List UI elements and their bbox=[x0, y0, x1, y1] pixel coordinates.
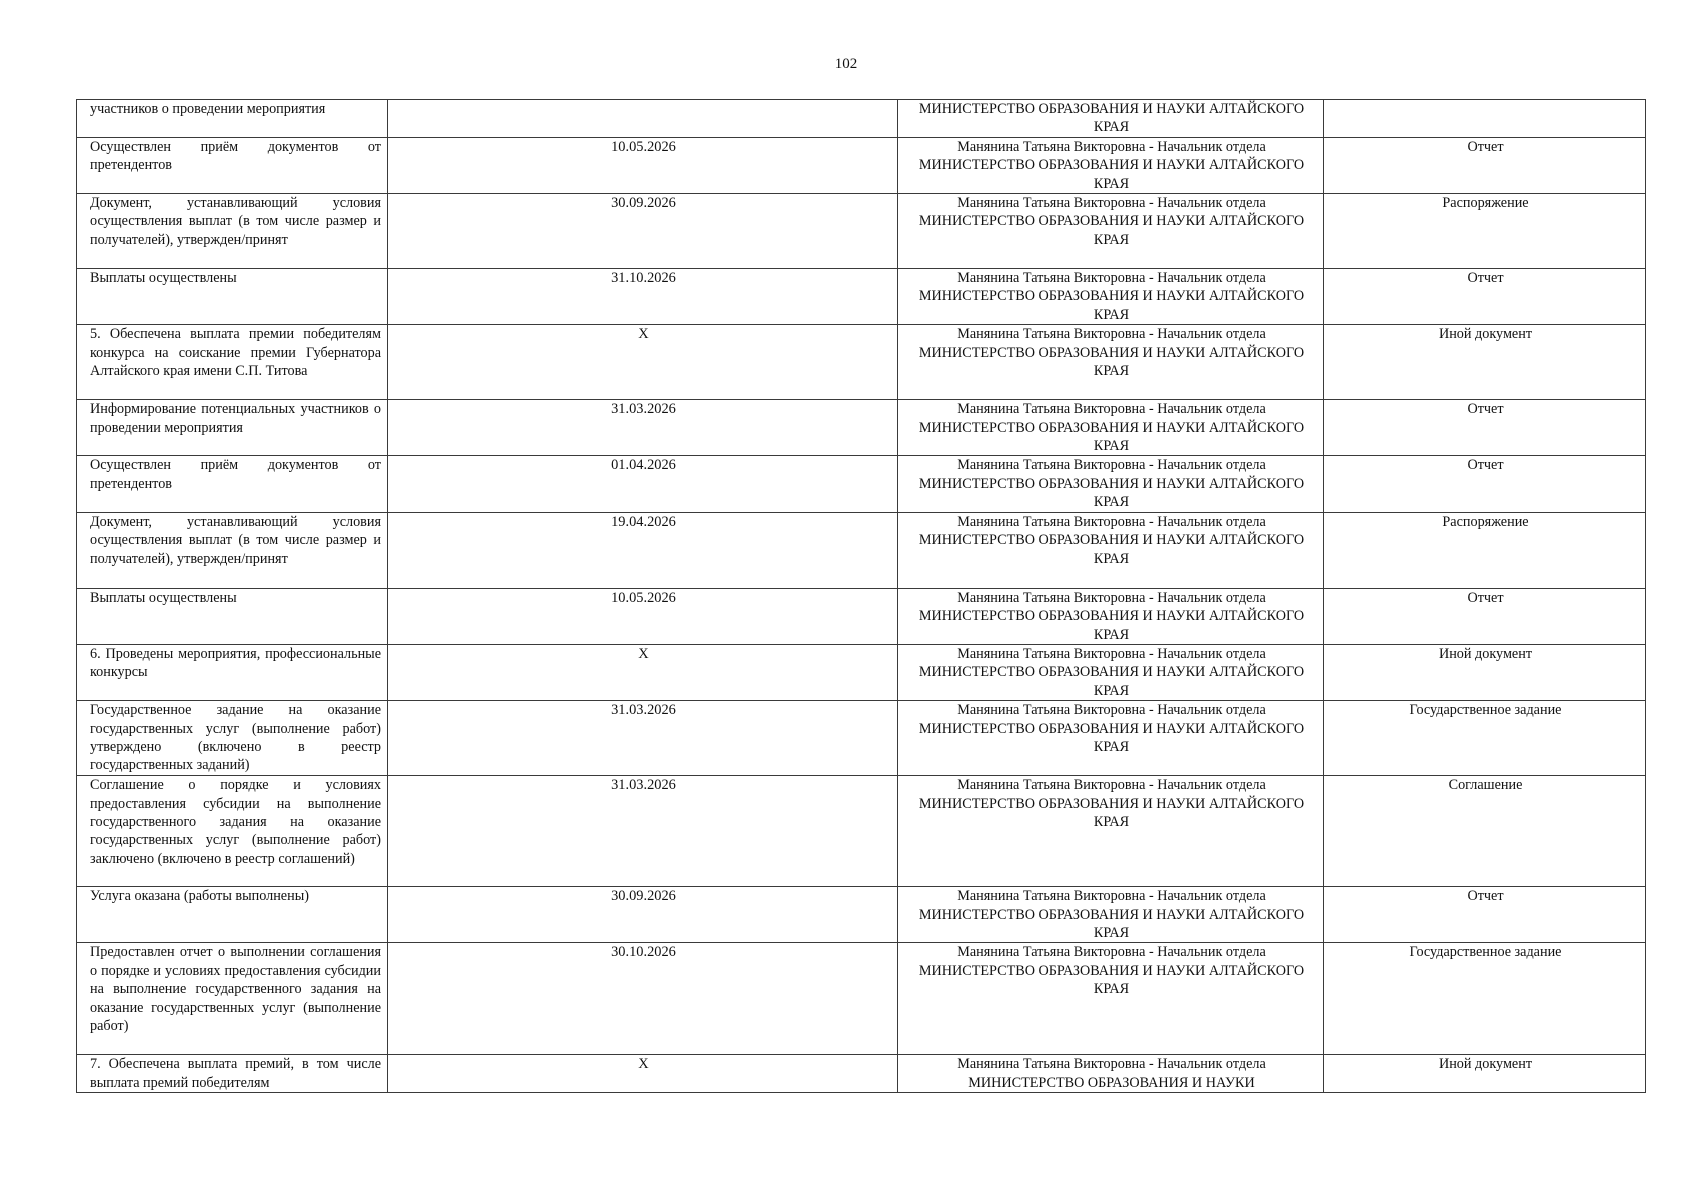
table-row bbox=[77, 137, 1646, 193]
document-type-cell: Иной документ bbox=[1324, 325, 1646, 400]
date-cell: 10.05.2026 bbox=[388, 137, 898, 193]
document-type-cell: Государственное задание bbox=[1324, 943, 1646, 1055]
responsible-cell: Манянина Татьяна Викторовна - Начальник отдела МИНИСТЕРСТВО ОБРАЗОВАНИЯ И НАУКИ АЛТАЙСКОГО КРАЯ bbox=[898, 137, 1324, 193]
event-cell: Выплаты осуществлены bbox=[77, 269, 388, 325]
table-row bbox=[77, 325, 1646, 400]
event-cell: Документ, устанавливающий условия осуществления выплат (в том числе размер и получателей), утвержден/принят bbox=[77, 194, 388, 269]
document-type-cell: Соглашение bbox=[1324, 776, 1646, 887]
date-cell: 01.04.2026 bbox=[388, 456, 898, 512]
responsible-cell: Манянина Татьяна Викторовна - Начальник отдела МИНИСТЕРСТВО ОБРАЗОВАНИЯ И НАУКИ АЛТАЙСКОГО КРАЯ bbox=[898, 644, 1324, 700]
date-cell: X bbox=[388, 644, 898, 700]
table-row bbox=[77, 100, 1646, 138]
date-cell: 10.05.2026 bbox=[388, 588, 898, 644]
table-row bbox=[77, 269, 1646, 325]
document-type-cell: Отчет bbox=[1324, 588, 1646, 644]
event-cell: 6. Проведены мероприятия, профессиональные конкурсы bbox=[77, 644, 388, 700]
table-row bbox=[77, 644, 1646, 700]
event-cell: участников о проведении мероприятия bbox=[77, 100, 388, 138]
responsible-cell: Манянина Татьяна Викторовна - Начальник отдела МИНИСТЕРСТВО ОБРАЗОВАНИЯ И НАУКИ АЛТАЙСКОГО КРАЯ bbox=[898, 887, 1324, 943]
date-cell: 31.03.2026 bbox=[388, 776, 898, 887]
table-row bbox=[77, 456, 1646, 512]
date-cell: 31.03.2026 bbox=[388, 400, 898, 456]
responsible-cell: Манянина Татьяна Викторовна - Начальник отдела МИНИСТЕРСТВО ОБРАЗОВАНИЯ И НАУКИ АЛТАЙСКОГО КРАЯ bbox=[898, 776, 1324, 887]
responsible-cell: Манянина Татьяна Викторовна - Начальник отдела МИНИСТЕРСТВО ОБРАЗОВАНИЯ И НАУКИ АЛТАЙСКОГО КРАЯ bbox=[898, 194, 1324, 269]
document-type-cell: Отчет bbox=[1324, 269, 1646, 325]
document-type-cell: Распоряжение bbox=[1324, 194, 1646, 269]
responsible-cell: Манянина Татьяна Викторовна - Начальник отдела МИНИСТЕРСТВО ОБРАЗОВАНИЯ И НАУКИ АЛТАЙСКОГО КРАЯ bbox=[898, 588, 1324, 644]
table-row bbox=[77, 776, 1646, 887]
date-cell: 30.10.2026 bbox=[388, 943, 898, 1055]
table-row bbox=[77, 943, 1646, 1055]
responsible-cell: Манянина Татьяна Викторовна - Начальник отдела МИНИСТЕРСТВО ОБРАЗОВАНИЯ И НАУКИ АЛТАЙСКОГО КРАЯ bbox=[898, 512, 1324, 588]
responsible-cell: Манянина Татьяна Викторовна - Начальник отдела МИНИСТЕРСТВО ОБРАЗОВАНИЯ И НАУКИ АЛТАЙСКОГО КРАЯ bbox=[898, 456, 1324, 512]
responsible-cell: Манянина Татьяна Викторовна - Начальник отдела МИНИСТЕРСТВО ОБРАЗОВАНИЯ И НАУКИ bbox=[898, 1055, 1324, 1093]
responsible-cell: Манянина Татьяна Викторовна - Начальник отдела МИНИСТЕРСТВО ОБРАЗОВАНИЯ И НАУКИ АЛТАЙСКОГО КРАЯ bbox=[898, 325, 1324, 400]
responsible-cell: Манянина Татьяна Викторовна - Начальник отдела МИНИСТЕРСТВО ОБРАЗОВАНИЯ И НАУКИ АЛТАЙСКОГО КРАЯ bbox=[898, 943, 1324, 1055]
event-cell: Предоставлен отчет о выполнении соглашения о порядке и условиях предоставления субсидии на выполнение государственного задания на оказание государственных услуг (выполнение работ) bbox=[77, 943, 388, 1055]
table-row bbox=[77, 887, 1646, 943]
event-cell: 5. Обеспечена выплата премии победителям конкурса на соискание премии Губернатора Алтайского края имени С.П. Титова bbox=[77, 325, 388, 400]
document-type-cell: Государственное задание bbox=[1324, 701, 1646, 776]
responsible-cell: МИНИСТЕРСТВО ОБРАЗОВАНИЯ И НАУКИ АЛТАЙСКОГО КРАЯ bbox=[898, 100, 1324, 138]
event-cell: Осуществлен приём документов от претендентов bbox=[77, 137, 388, 193]
event-cell: Услуга оказана (работы выполнены) bbox=[77, 887, 388, 943]
date-cell: 30.09.2026 bbox=[388, 887, 898, 943]
event-cell: Государственное задание на оказание государственных услуг (выполнение работ) утверждено (включено в реестр государственных заданий) bbox=[77, 701, 388, 776]
date-cell: X bbox=[388, 325, 898, 400]
event-cell: Выплаты осуществлены bbox=[77, 588, 388, 644]
responsible-cell: Манянина Татьяна Викторовна - Начальник отдела МИНИСТЕРСТВО ОБРАЗОВАНИЯ И НАУКИ АЛТАЙСКОГО КРАЯ bbox=[898, 701, 1324, 776]
date-cell: 19.04.2026 bbox=[388, 512, 898, 588]
table-row bbox=[77, 194, 1646, 269]
date-cell: X bbox=[388, 1055, 898, 1093]
event-cell: Документ, устанавливающий условия осуществления выплат (в том числе размер и получателей), утвержден/принят bbox=[77, 512, 388, 588]
document-type-cell: Отчет bbox=[1324, 887, 1646, 943]
document-type-cell: Иной документ bbox=[1324, 644, 1646, 700]
page-number: 102 bbox=[834, 56, 858, 72]
table-row bbox=[77, 701, 1646, 776]
table-row bbox=[77, 400, 1646, 456]
document-type-cell: Иной документ bbox=[1324, 1055, 1646, 1093]
document-type-cell bbox=[1324, 100, 1646, 138]
date-cell: 31.10.2026 bbox=[388, 269, 898, 325]
event-cell: Осуществлен приём документов от претендентов bbox=[77, 456, 388, 512]
date-cell: 30.09.2026 bbox=[388, 194, 898, 269]
document-type-cell: Отчет bbox=[1324, 400, 1646, 456]
event-cell: Информирование потенциальных участников о проведении мероприятия bbox=[77, 400, 388, 456]
document-table bbox=[76, 99, 1646, 1093]
responsible-cell: Манянина Татьяна Викторовна - Начальник отдела МИНИСТЕРСТВО ОБРАЗОВАНИЯ И НАУКИ АЛТАЙСКОГО КРАЯ bbox=[898, 269, 1324, 325]
document-type-cell: Отчет bbox=[1324, 456, 1646, 512]
event-cell: Соглашение о порядке и условиях предоставления субсидии на выполнение государственного задания на оказание государственных услуг (выполнение работ) заключено (включено в реестр соглашений) bbox=[77, 776, 388, 887]
event-cell: 7. Обеспечена выплата премий, в том числе выплата премий победителям bbox=[77, 1055, 388, 1093]
table-row bbox=[77, 1055, 1646, 1093]
table-row bbox=[77, 588, 1646, 644]
document-type-cell: Отчет bbox=[1324, 137, 1646, 193]
table-row bbox=[77, 512, 1646, 588]
date-cell: 31.03.2026 bbox=[388, 701, 898, 776]
responsible-cell: Манянина Татьяна Викторовна - Начальник отдела МИНИСТЕРСТВО ОБРАЗОВАНИЯ И НАУКИ АЛТАЙСКОГО КРАЯ bbox=[898, 400, 1324, 456]
date-cell bbox=[388, 100, 898, 138]
document-type-cell: Распоряжение bbox=[1324, 512, 1646, 588]
